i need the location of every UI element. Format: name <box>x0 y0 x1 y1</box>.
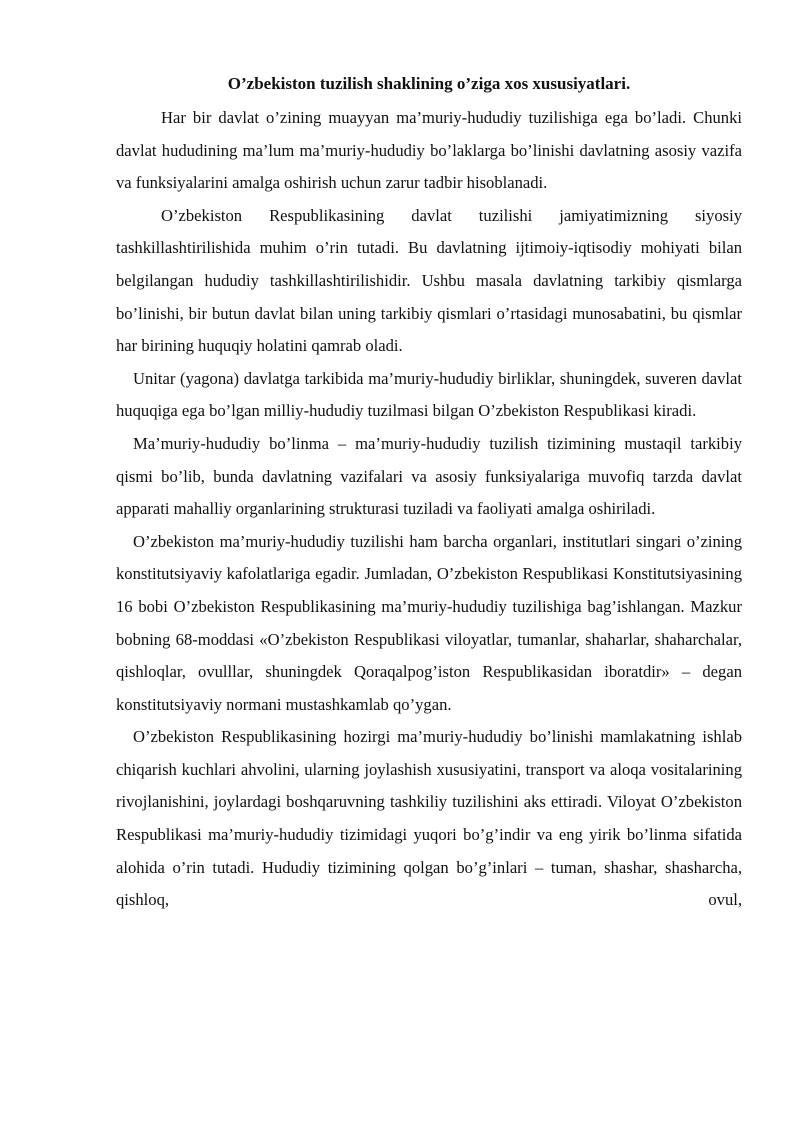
document-page <box>116 72 742 917</box>
paragraph-5: O’zbekiston ma’muriy-hududiy tuzilishi ham barcha organlari, institutlari singari o’zining konstitutsiyaviy kafolatlariga egadir. Jumladan, O’zbekiston Respublikasi Konstitutsiyasining 16 bobi O’zbekiston Respublikasining ma’muriy-hududiy tuzilishiga bag’ishlangan. Mazkur bobning 68-moddasi «O’zbekiston Respublikasi viloyatlar, tumanlar, shaharlar, shaharchalar, qishloqlar, ovulllar, shuningdek Qoraqalpog’iston Respublikasidan iboratdir» – degan konstitutsiyaviy normani mustashkamlab qo’ygan. <box>116 531 742 714</box>
paragraph-1: Har bir davlat o’zining muayyan ma’muriy-hududiy tuzilishiga ega bo’ladi. Chunki davlat hududining ma’lum ma’muriy-hududiy bo’laklarga bo’linishi davlatning asosiy vazifa va funksiyalarini amalga oshirish uchun zarur tadbir hisoblanadi. <box>116 108 742 193</box>
document-title: O’zbekiston tuzilish shaklining o’ziga xos xususiyatlari. <box>227 74 631 93</box>
paragraph-3: Unitar (yagona) davlatga tarkibida ma’muriy-hududiy birliklar, shuningdek, suveren davlat huquqiga ega bo’lgan milliy-hududiy tuzilmasi bilgan O’zbekiston Respublikasi kiradi. <box>116 368 742 421</box>
paragraph-2: O’zbekiston Respublikasining davlat tuzilishi jamiyatimizning siyosiy tashkillashtirilishida muhim o’rin tutadi. Bu davlatning ijtimoiy-iqtisodiy mohiyati bilan belgilangan hududiy tashkillashtirilishidir. Ushbu masala davlatning tarkibiy qismlarga bo’linishi, bir butun davlat bilan uning tarkibiy qismlari o’rtasidagi munosabatini, bu qismlar har birining huquqiy holatini qamrab oladi. <box>116 205 742 356</box>
paragraph-6: O’zbekiston Respublikasining hozirgi ma’muriy-hududiy bo’linishi mamlakatning ishlab chiqarish kuchlari ahvolini, ularning joylashish xususiyatini, transport va aloqa vositalarining rivojlanishini, joylardagi boshqaruvning tashkiliy tuzilishini aks ettiradi. Viloyat O’zbekiston Respublikasi ma’muriy-hududiy tizimidagi yuqori bo’g’indir va eng yirik bo’linma sifatida alohida o’rin tutadi. Hududiy tizimining qolgan bo’g’inlari – tuman, shashar, shasharcha, qishloq, ovul, <box>116 727 742 910</box>
paragraph-4: Ma’muriy-hududiy bo’linma – ma’muriy-hududiy tuzilish tizimining mustaqil tarkibiy qismi bo’lib, bunda davlatning vazifalari va asosiy funksiyalariga muvofiq tarzda davlat apparati mahalliy organlarining strukturasi tuziladi va faoliyati amalga oshiriladi. <box>116 433 742 519</box>
